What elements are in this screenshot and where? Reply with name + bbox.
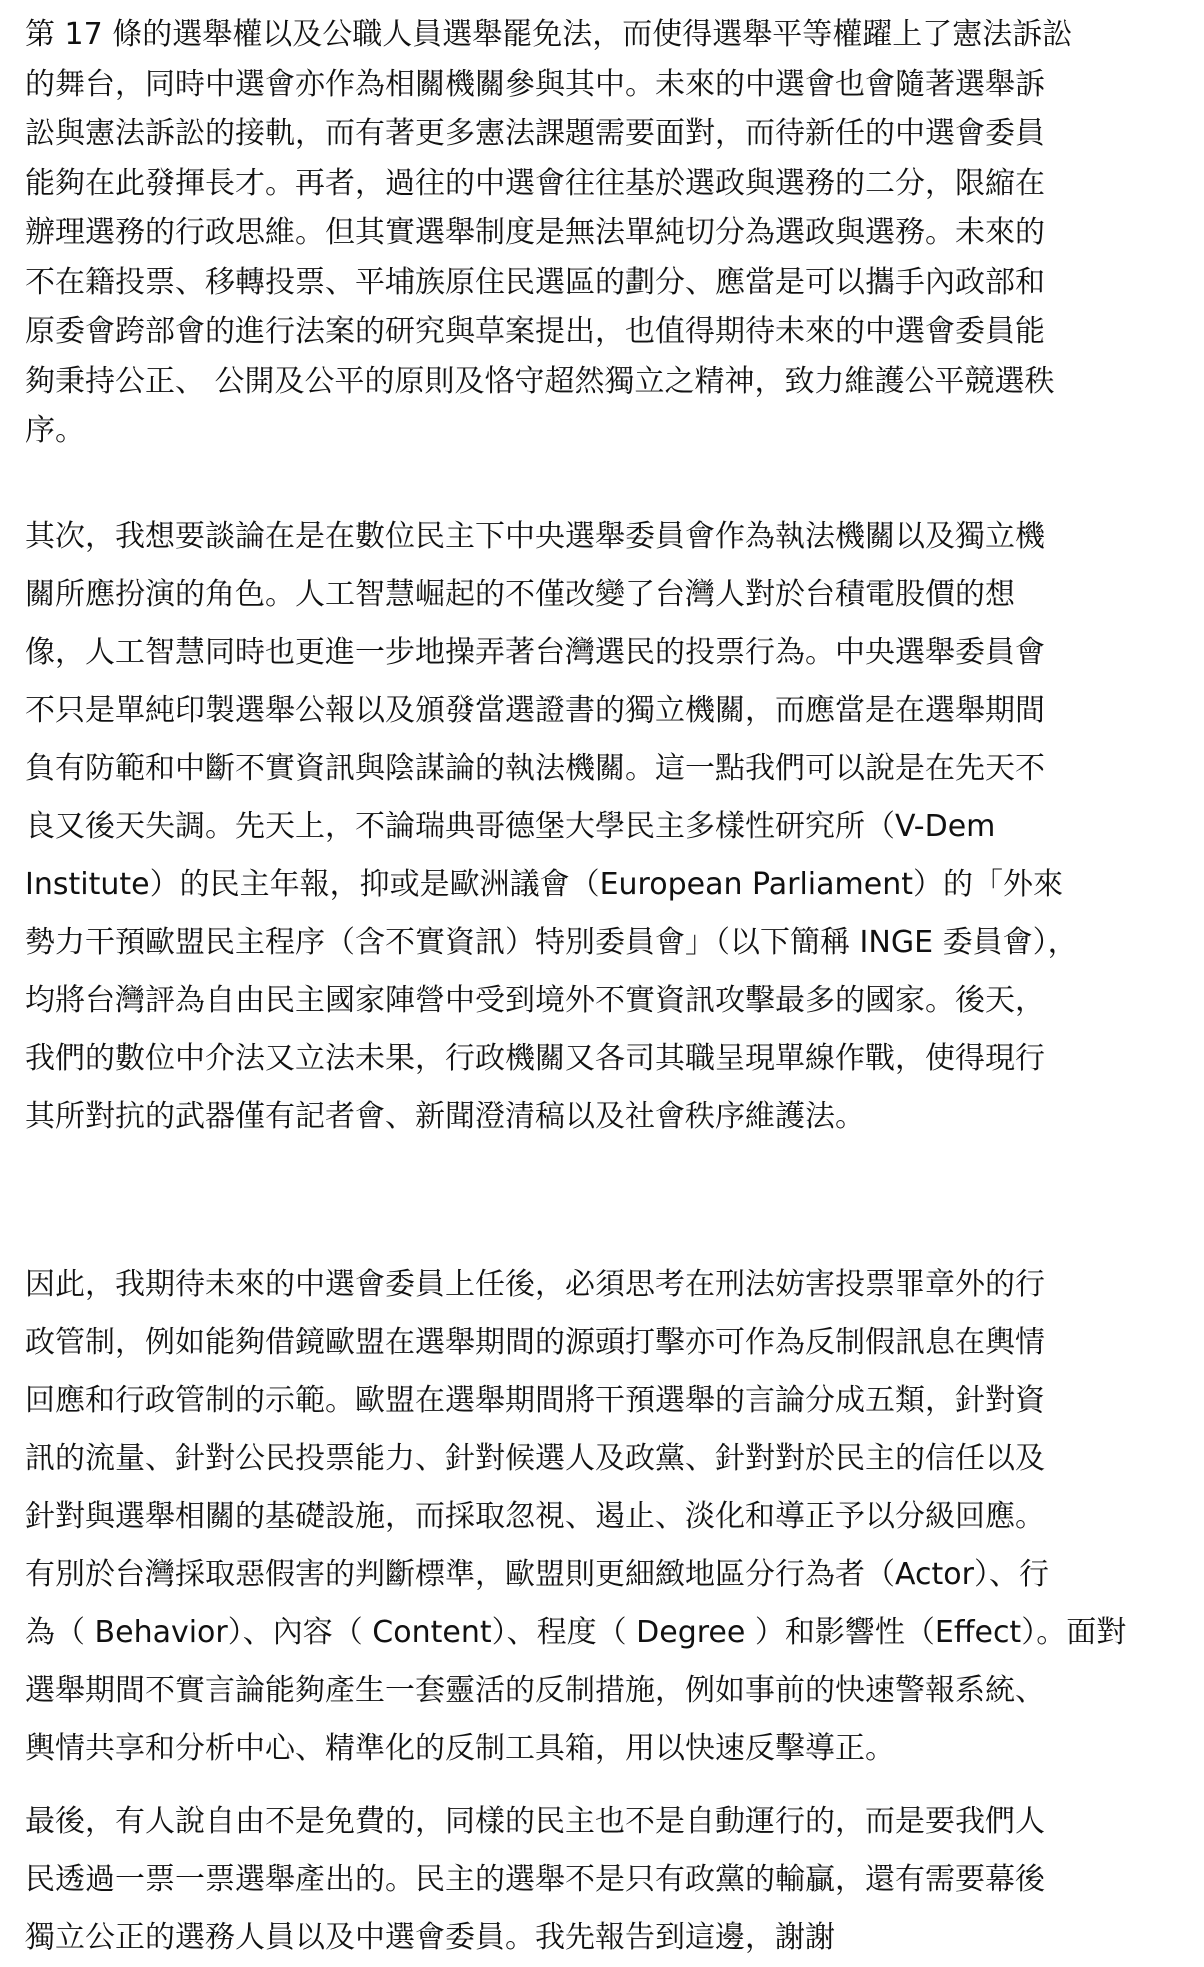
text-line: 訟與憲法訴訟的接軌，而有著更多憲法課題需要面對，而待新任的中選會委員 [25,116,1045,151]
text-line: 序。 [25,413,85,448]
text-line: 不在籍投票、移轉投票、平埔族原住民選區的劃分、應當是可以攜手內政部和 [25,264,1045,300]
paragraph-conclusion [25,1793,1185,1967]
text-line: 的舞台，同時中選會亦作為相關機關參與其中。未來的中選會也會隨著選舉訴 [25,66,1045,102]
paragraph-election-rights [25,10,1185,456]
text-line: Institute）的民主年報，抑或是歐洲議會（European Parliament）的「外來 [25,866,1063,902]
text-line: 良又後天失調。先天上，不論瑞典哥德堡大學民主多樣性研究所（V-Dem [25,808,996,844]
text-line: 選舉期間不實言論能夠產生一套靈活的反制措施，例如事前的快速警報系統、 [25,1672,1045,1708]
paragraph-digital-democracy [25,508,1185,1146]
text-line: 為（ Behavior）、內容（ Content）、程度（ Degree ）和影響性（Effect）。面對 [25,1614,1127,1650]
text-line: 民透過一票一票選舉產出的。民主的選舉不是只有政黨的輸贏，還有需要幕後 [25,1861,1045,1897]
text-line: 訊的流量、針對公民投票能力、針對候選人及政黨、針對對於民主的信任以及 [25,1440,1045,1476]
paragraph-eu-regulation [25,1256,1185,1778]
document-page [25,10,1185,1967]
text-line: 針對與選舉相關的基礎設施，而採取忽視、遏止、淡化和導正予以分級回應。 [25,1498,1045,1534]
text-line: 第 17 條的選舉權以及公職人員選舉罷免法，而使得選舉平等權躍上了憲法訴訟 [25,17,1073,52]
text-line: 最後，有人說自由不是免費的，同樣的民主也不是自動運行的，而是要我們人 [25,1803,1045,1839]
text-line: 有別於台灣採取惡假害的判斷標準，歐盟則更細緻地區分行為者（Actor）、行 [25,1556,1049,1592]
text-line: 回應和行政管制的示範。歐盟在選舉期間將干預選舉的言論分成五類，針對資 [25,1382,1045,1418]
text-line: 關所應扮演的角色。人工智慧崛起的不僅改變了台灣人對於台積電股價的想 [25,576,1015,612]
text-line: 獨立公正的選務人員以及中選會委員。我先報告到這邊，謝謝 [25,1919,835,1955]
text-line: 像，人工智慧同時也更進一步地操弄著台灣選民的投票行為。中央選舉委員會 [25,634,1045,670]
text-line: 均將台灣評為自由民主國家陣營中受到境外不實資訊攻擊最多的國家。後天， [25,982,1045,1018]
text-line: 能夠在此發揮長才。再者，過往的中選會往往基於選政與選務的二分，限縮在 [25,165,1045,201]
text-line: 其所對抗的武器僅有記者會、新聞澄清稿以及社會秩序維護法。 [25,1098,865,1134]
text-line: 勢力干預歐盟民主程序（含不實資訊）特別委員會」（以下簡稱 INGE 委員會）， [25,924,1078,960]
text-line: 因此，我期待未來的中選會委員上任後，必須思考在刑法妨害投票罪章外的行 [25,1266,1045,1302]
text-line: 負有防範和中斷不實資訊與陰謀論的執法機關。這一點我們可以說是在先天不 [25,750,1045,786]
text-line: 其次，我想要談論在是在數位民主下中央選舉委員會作為執法機關以及獨立機 [25,518,1045,554]
text-line: 原委會跨部會的進行法案的研究與草案提出，也值得期待未來的中選會委員能 [25,314,1045,349]
text-line: 我們的數位中介法又立法未果，行政機關又各司其職呈現單線作戰，使得現行 [25,1040,1045,1076]
text-line: 不只是單純印製選舉公報以及頒發當選證書的獨立機關，而應當是在選舉期間 [25,692,1045,728]
text-line: 政管制，例如能夠借鏡歐盟在選舉期間的源頭打擊亦可作為反制假訊息在輿情 [25,1324,1045,1360]
text-line: 夠秉持公正、 公開及公平的原則及恪守超然獨立之精神，致力維護公平競選秩 [25,363,1055,399]
text-line: 輿情共享和分析中心、精準化的反制工具箱，用以快速反擊導正。 [25,1730,895,1766]
text-line: 辦理選務的行政思維。但其實選舉制度是無法單純切分為選政與選務。未來的 [25,215,1045,250]
